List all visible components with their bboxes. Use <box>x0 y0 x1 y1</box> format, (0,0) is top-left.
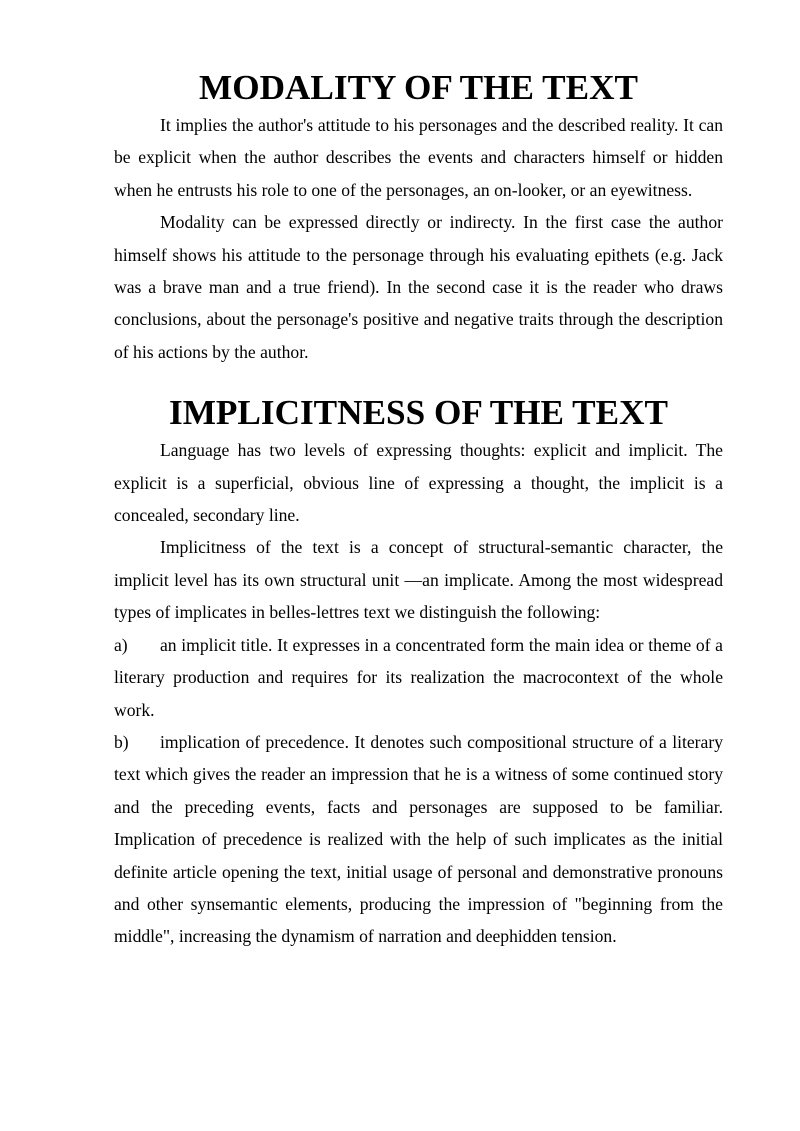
list-item-text: an implicit title. It expresses in a concentrated form the main idea or theme of a literary production and requires for its realization the macrocontext of the whole work. <box>114 634 723 720</box>
list-marker: a) <box>114 634 128 655</box>
list-item-implication-of-precedence <box>114 726 723 953</box>
list-marker: b) <box>114 731 129 752</box>
paragraph-levels-of-expression: Language has two levels of expressing thoughts: explicit and implicit. The explicit is a superficial, obvious line of expressing a thought, the implicit is a concealed, secondary line. <box>114 440 723 526</box>
section-heading-implicitness: IMPLICITNESS OF THE TEXT <box>169 393 668 433</box>
list-item-implicit-title <box>114 629 723 726</box>
paragraph-modality-definition: It implies the author's attitude to his personages and the described reality. It can be explicit when the author describes the events and characters himself or hidden when he entrusts his role to one of the personages, an on-looker, or an eyewitness. <box>114 115 723 200</box>
paragraph-implicitness-concept: Implicitness of the text is a concept of structural-semantic character, the implicit level has its own structural unit —an implicate. Among the most widespread types of implicates in belles-lettres text we distinguish the following: <box>114 537 723 623</box>
paragraph-modality-expression: Modality can be expressed directly or indirecty. In the first case the author himself shows his attitude to the personage through his evaluating epithets (e.g. Jack was a brave man and a true friend). In the second case it is the reader who draws conclusions, about the personage's positive and negative traits through the description of his actions by the author. <box>114 212 723 362</box>
document-page <box>114 68 723 953</box>
section-heading-modality: MODALITY OF THE TEXT <box>199 68 638 107</box>
list-item-text: implication of precedence. It denotes such compositional structure of a literary text which gives the reader an impression that he is a witness of some continued story and the preceding events, facts and personages are supposed to be familiar. Implication of precedence is realized with the help of such implicates as the initial definite article opening the text, initial usage of personal and demonstrative pronouns and other synsemantic elements, producing the impression of "beginning from the middle", increasing the dynamism of narration and deephidden tension. <box>114 731 723 947</box>
